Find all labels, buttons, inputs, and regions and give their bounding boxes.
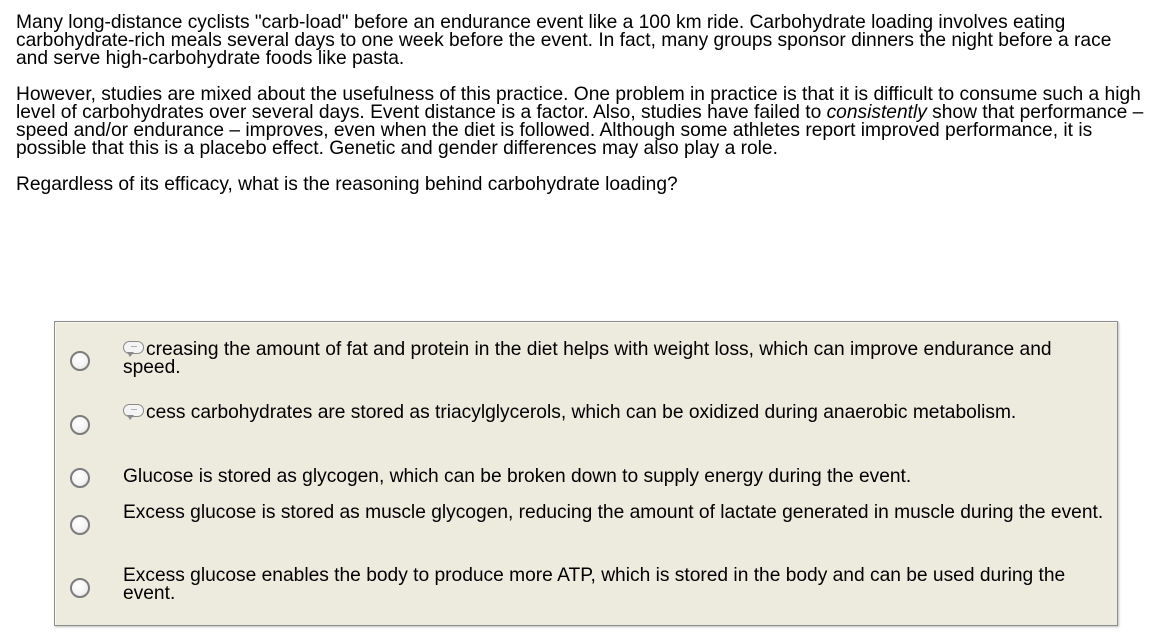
comment-bubble-icon[interactable]: ···	[123, 341, 145, 358]
passage-paragraph-1: Many long-distance cyclists "carb-load" before an endurance event like a 100 km ride. Carbohydrate loading involves eating carbohydrate-rich meals several days to one week before the event. In fact, many groups sponsor dinners the night before a race and serve high-carbohydrate foods like pasta.	[16, 12, 1112, 69]
answer-choice-2-text: cess carbohydrates are stored as triacylglycerols, which can be oxidized during anaerobic metabolism.	[146, 402, 1017, 423]
passage-emphasis: consistently	[826, 102, 927, 123]
comment-bubble-icon[interactable]: ···	[123, 404, 145, 421]
answer-choice-3-text: Glucose is stored as glycogen, which can be broken down to supply energy during the event.	[123, 466, 912, 487]
passage-paragraph-2-part-2: show that performance – speed and/or endurance – improves, even when the diet is followed. Although some athletes report improved performance, it is possible that this is a placebo effect. Genetic and gender differences may also play a role.	[16, 102, 1144, 159]
question-passage	[16, 14, 1146, 212]
answer-choice-1-content	[123, 341, 1113, 377]
answer-choices	[54, 321, 1118, 626]
radio-button-2[interactable]	[70, 415, 90, 435]
question-prompt: Regardless of its efficacy, what is the reasoning behind carbohydrate loading?	[16, 174, 678, 195]
radio-button-1[interactable]	[70, 351, 90, 371]
answer-choice-2-content	[123, 404, 1113, 422]
passage-paragraph-2-part-1: However, studies are mixed about the usefulness of this practice. One problem in practice is that it is difficult to consume such a high level of carbohydrates over several days. Event distance is a factor. Also, studies have failed to	[16, 84, 1141, 123]
radio-button-5[interactable]	[70, 578, 90, 598]
radio-button-3[interactable]	[70, 468, 90, 488]
answer-choice-4-text: Excess glucose is stored as muscle glycogen, reducing the amount of lactate generated in muscle during the event.	[123, 502, 1104, 523]
passage-paragraph-2	[16, 86, 1146, 158]
radio-button-4[interactable]	[70, 515, 90, 535]
answer-choice-5-text: Excess glucose enables the body to produce more ATP, which is stored in the body and can be used during the event.	[123, 565, 1066, 604]
answer-choice-1-text: creasing the amount of fat and protein in the diet helps with weight loss, which can improve endurance and speed.	[123, 339, 1052, 378]
